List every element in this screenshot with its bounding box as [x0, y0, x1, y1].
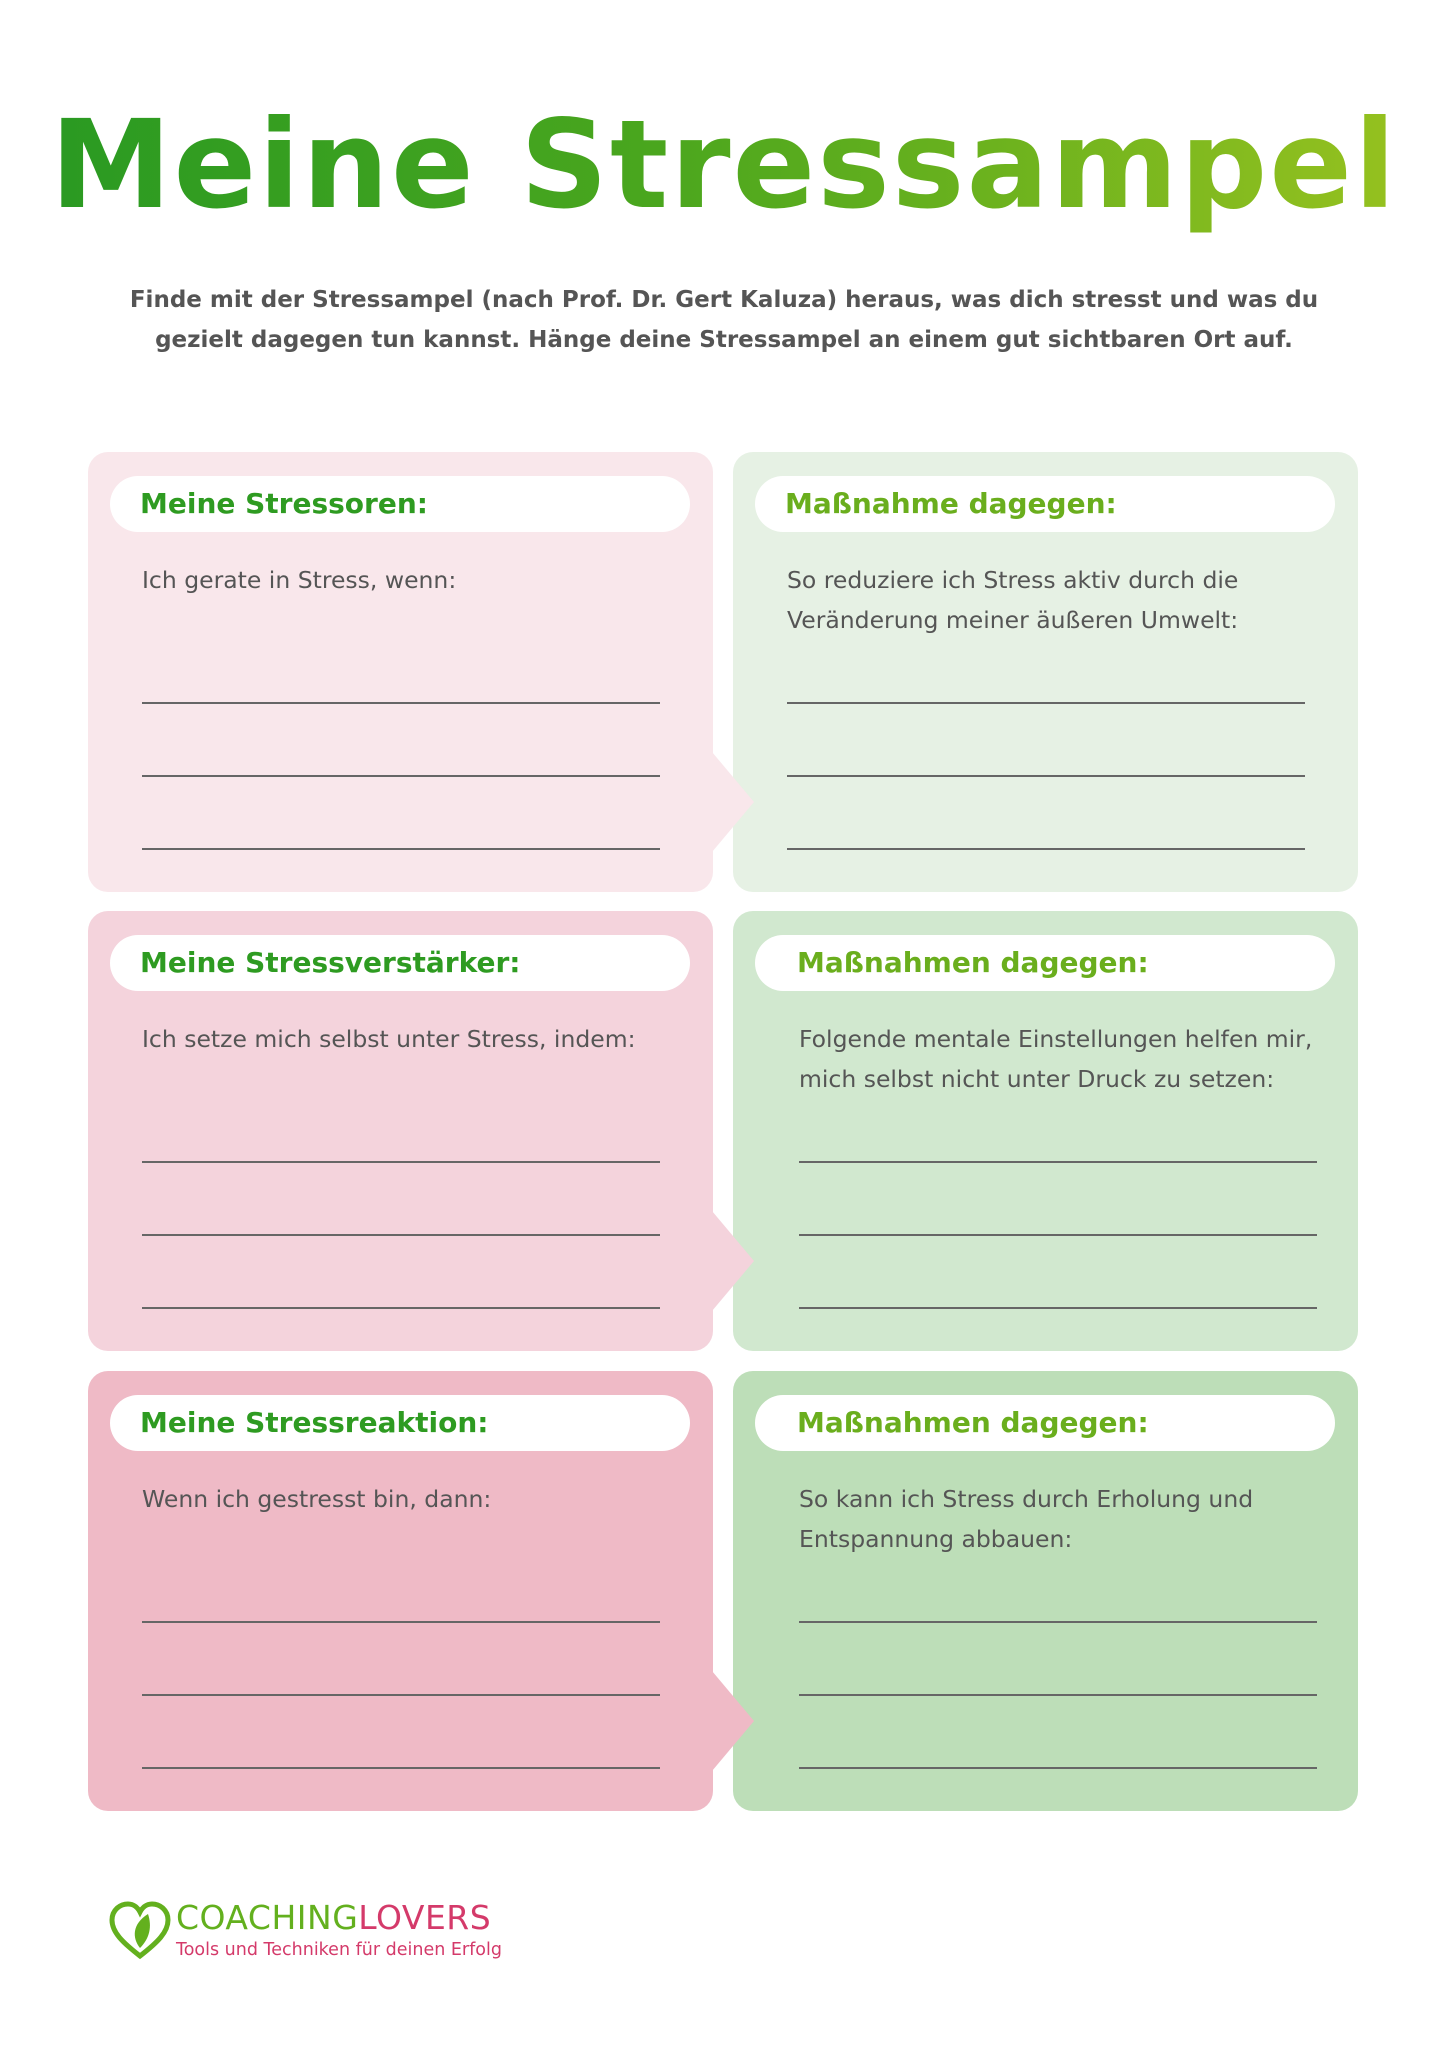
writing-line[interactable]	[142, 1307, 660, 1309]
writing-line[interactable]	[799, 1694, 1317, 1696]
coachinglovers-logo	[108, 1898, 568, 1968]
writing-line[interactable]	[799, 1307, 1317, 1309]
card-heading: Maßnahmen dagegen:	[755, 1395, 1335, 1451]
card-prompt: Folgende mentale Einstellungen helfen mir, mich selbst nicht unter Druck zu setzen:	[799, 1025, 1313, 1093]
card-stressverstaerker	[88, 911, 713, 1351]
card-heading: Meine Stressverstärker:	[110, 935, 690, 991]
writing-line[interactable]	[799, 1161, 1317, 1163]
card-massnahme-umwelt	[733, 452, 1358, 892]
card-heading: Meine Stressreaktion:	[110, 1395, 690, 1451]
card-heading: Maßnahme dagegen:	[755, 476, 1335, 532]
heart-leaf-icon	[108, 1898, 172, 1962]
card-stressoren	[88, 452, 713, 892]
card-prompt: So kann ich Stress durch Erholung und Entspannung abbauen:	[799, 1485, 1254, 1553]
writing-line[interactable]	[799, 1621, 1317, 1623]
card-heading: Meine Stressoren:	[110, 476, 690, 532]
brand-part-coaching: COACHING	[176, 1898, 359, 1937]
card-massnahmen-mental	[733, 911, 1358, 1351]
writing-line[interactable]	[787, 848, 1305, 850]
writing-line[interactable]	[142, 1694, 660, 1696]
card-prompt: Ich setze mich selbst unter Stress, indem:	[142, 1025, 636, 1053]
intro-text: Finde mit der Stressampel (nach Prof. Dr. Gert Kaluza) heraus, was dich stresst und was du gezielt dagegen tun kannst. Hänge deine Stressampel an einem gut sichtbaren Ort auf.	[129, 287, 1319, 353]
writing-line[interactable]	[142, 775, 660, 777]
card-massnahmen-erholung	[733, 1371, 1358, 1811]
writing-line[interactable]	[799, 1767, 1317, 1769]
writing-line[interactable]	[787, 775, 1305, 777]
writing-line[interactable]	[142, 1767, 660, 1769]
brand-part-lovers: LOVERS	[358, 1898, 492, 1937]
writing-line[interactable]	[142, 1161, 660, 1163]
card-prompt: So reduziere ich Stress aktiv durch die Veränderung meiner äußeren Umwelt:	[787, 566, 1239, 634]
writing-line[interactable]	[142, 702, 660, 704]
arrow-notch-icon	[712, 1671, 772, 1771]
brand-name	[176, 1898, 491, 1938]
brand-tagline: Tools und Techniken für deinen Erfolg	[176, 1940, 502, 1960]
card-stressreaktion	[88, 1371, 713, 1811]
card-prompt: Wenn ich gestresst bin, dann:	[142, 1485, 492, 1513]
arrow-notch-icon	[712, 1211, 772, 1311]
writing-line[interactable]	[142, 1621, 660, 1623]
arrow-notch-icon	[712, 752, 772, 852]
page-title: Meine Stressampel	[50, 94, 1398, 236]
writing-line[interactable]	[142, 848, 660, 850]
writing-line[interactable]	[787, 702, 1305, 704]
writing-line[interactable]	[799, 1234, 1317, 1236]
card-prompt: Ich gerate in Stress, wenn:	[142, 566, 457, 594]
card-heading: Maßnahmen dagegen:	[755, 935, 1335, 991]
writing-line[interactable]	[142, 1234, 660, 1236]
